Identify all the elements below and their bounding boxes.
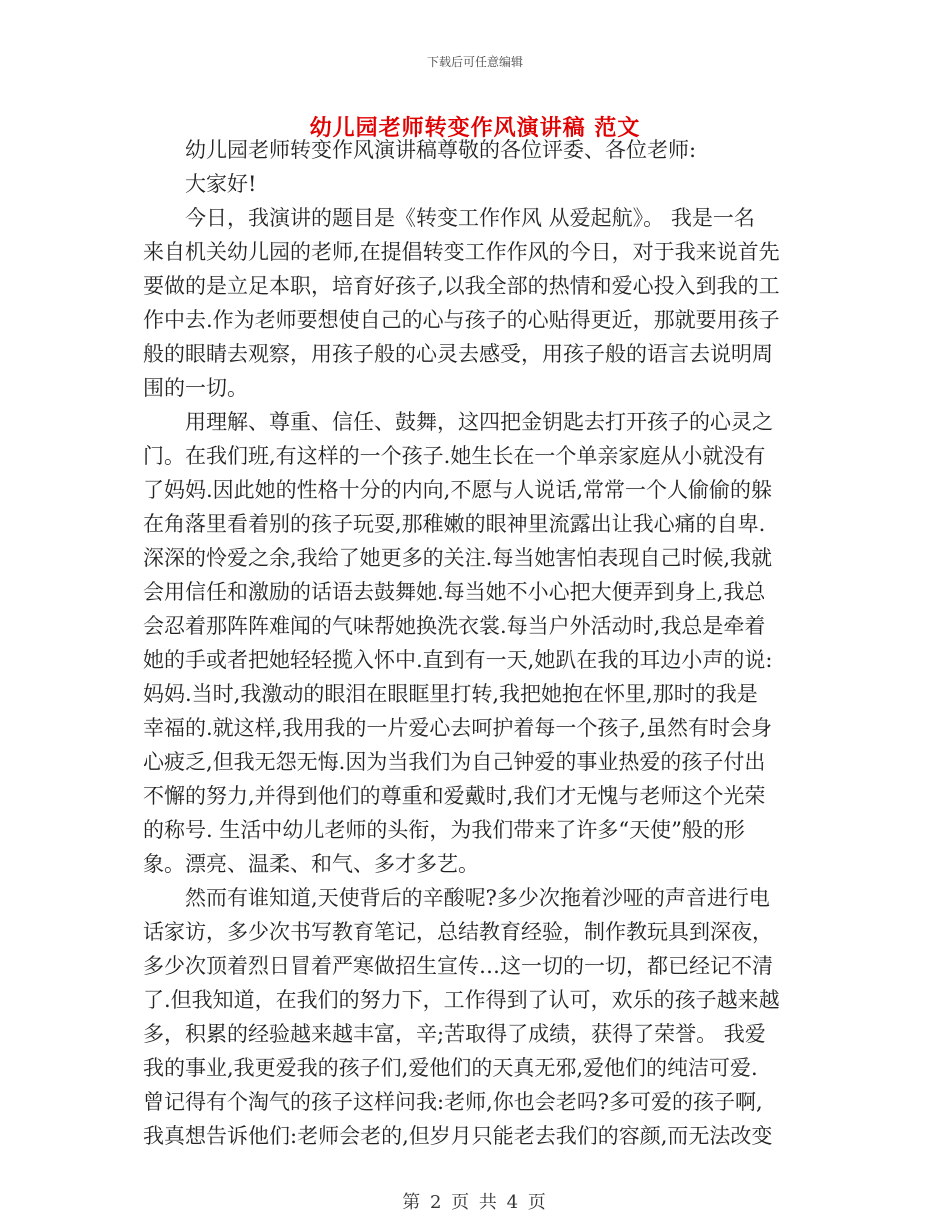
body-line: 围的一切。: [143, 376, 248, 400]
body-line: 心疲乏,但我无怨无悔.因为当我们为自己钟爱的事业热爱的孩子付出: [143, 750, 766, 774]
body-line: 用理解、尊重、信任、鼓舞，这四把金钥匙去打开孩子的心灵之: [185, 410, 773, 434]
body-line: 然而有谁知道,天使背后的辛酸呢?多少次拖着沙哑的声音进行电: [185, 886, 770, 910]
header-note: 下载后可任意编辑: [426, 55, 523, 69]
body-line: 般的眼睛去观察，用孩子般的心灵去感受，用孩子般的语言去说明周: [143, 342, 773, 366]
body-line: 在角落里看着别的孩子玩耍,那稚嫩的眼神里流露出让我心痛的自卑.: [143, 512, 766, 536]
body-line: 了妈妈.因此她的性格十分的内向,不愿与人说话,常常一个人偷偷的躲: [143, 478, 773, 502]
body-line: 我的事业,我更爱我的孩子们,爱他们的天真无邪,爱他们的纯洁可爱.: [143, 1056, 758, 1080]
body-line: 幼儿园老师转变作风演讲稿尊敬的各位评委、各位老师:: [185, 138, 697, 162]
body-line: 大家好!: [185, 172, 257, 196]
page-number: 第 2 页 共 4 页: [402, 1192, 548, 1213]
body-line: 幸福的.就这样,我用我的一片爱心去呵护着每一个孩子,虽然有时会身: [143, 716, 773, 740]
body-line: 今日，我演讲的题目是《转变工作作风 从爱起航》。 我是一名: [185, 206, 755, 230]
body-line: 多少次顶着烈日冒着严寒做招生宣传…这一切的一切，都已经记不清: [143, 954, 773, 978]
body-line: 会忍着那阵阵难闻的气味帮她换洗衣裳.每当户外活动时,我总是牵着: [143, 614, 766, 638]
body-line: 门。在我们班,有这样的一个孩子.她生长在一个单亲家庭从小就没有: [143, 444, 766, 468]
document-body: [143, 133, 808, 1153]
body-line: 象。漂亮、温柔、和气、多才多艺。: [143, 852, 479, 876]
body-line: 作中去.作为老师要想使自己的心与孩子的心贴得更近，那就要用孩子: [143, 308, 780, 332]
body-line: 她的手或者把她轻轻揽入怀中.直到有一天,她趴在我的耳边小声的说:: [143, 648, 773, 672]
body-line: 曾记得有个淘气的孩子这样问我:老师,你也会老吗?多可爱的孩子啊,: [143, 1090, 763, 1114]
body-line: 来自机关幼儿园的老师,在提倡转变工作作风的今日，对于我来说首先: [143, 240, 780, 264]
body-line: 要做的是立足本职，培育好孩子,以我全部的热情和爱心投入到我的工: [143, 274, 780, 298]
body-line: 多，积累的经验越来越丰富，辛;苦取得了成绩，获得了荣誉。 我爱: [143, 1022, 766, 1046]
document-title: 幼儿园老师转变作风演讲稿 范文: [309, 116, 641, 141]
body-line: 妈妈.当时,我激动的眼泪在眼眶里打转,我把她抱在怀里,那时的我是: [143, 682, 758, 706]
body-line: 的称号. 生活中幼儿老师的头衔，为我们带来了许多“天使”般的形: [143, 818, 745, 842]
body-line: 会用信任和激励的话语去鼓舞她.每当她不小心把大便弄到身上,我总: [143, 580, 766, 604]
body-line: 了.但我知道，在我们的努力下，工作得到了认可，欢乐的孩子越来越: [143, 988, 780, 1012]
body-line: 我真想告诉他们:老师会老的,但岁月只能老去我们的容颜,而无法改变: [143, 1124, 773, 1148]
body-line: 话家访，多少次书写教育笔记，总结教育经验，制作教玩具到深夜，: [143, 920, 773, 944]
body-line: 深深的怜爱之余,我给了她更多的关注.每当她害怕表现自己时候,我就: [143, 546, 773, 570]
body-line: 不懈的努力,并得到他们的尊重和爱戴时,我们才无愧与老师这个光荣: [143, 784, 766, 808]
